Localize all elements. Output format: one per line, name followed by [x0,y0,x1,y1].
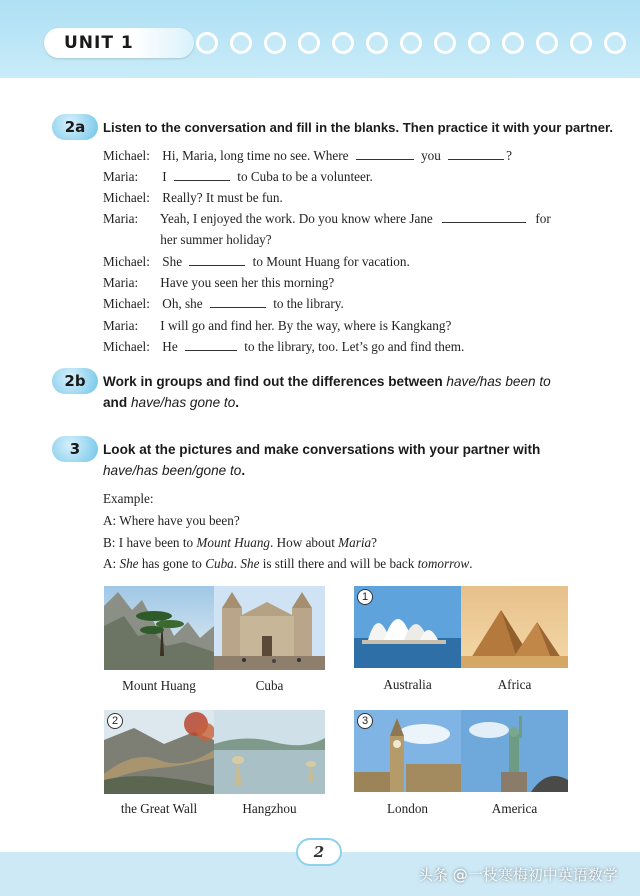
speaker: Maria: [103,169,139,184]
answer-blank[interactable] [189,254,245,266]
caption: Mount Huang [122,678,196,693]
caption: Cuba [255,678,284,693]
instruction-text: . [235,395,240,410]
answer-blank[interactable] [356,148,414,160]
example-italic: Cuba [205,556,234,571]
ring-icon [264,32,286,54]
speaker: Maria: [103,318,139,333]
example-text: is still there and will be back [259,556,418,571]
africa-photo [461,586,568,668]
caption: Hangzhou [242,801,297,816]
speaker: Maria: [103,275,139,290]
ring-icon [502,32,524,54]
speaker: Michael: [103,339,150,354]
dialogue-line [103,318,451,334]
ring-icon [196,32,218,54]
mount-huang-photo [104,586,214,670]
example-text: ? [371,535,377,550]
example-italic: tomorrow [417,556,470,571]
answer-blank[interactable] [185,339,237,351]
speaker: Michael: [103,254,150,269]
instruction-italic: have/has been to [446,374,551,389]
example-text: . How about [270,535,339,550]
unit-title: UNIT 1 [64,33,134,53]
caption: Africa [497,677,532,692]
line-text: to Mount Huang for vacation. [252,254,410,269]
instruction-text: . [241,463,246,478]
section-badge-3: 3 [52,436,98,462]
example-line-a1: A: Where have you been? [103,513,240,528]
instruction-italic: have/has been/gone to [103,463,242,478]
caption: America [491,801,538,816]
line-text: to the library. [273,296,344,311]
line-text: her summer holiday? [160,232,272,247]
decorative-rings [192,30,640,56]
ring-icon [332,32,354,54]
speaker: Michael: [103,296,150,311]
picture-number: 2 [107,713,123,729]
example-italic: Maria [338,535,372,550]
instruction-2a: Listen to the conversation and fill in the blanks. Then practice it with your partner. [103,120,614,135]
dialogue-line [103,148,512,164]
speaker: Michael: [103,148,150,163]
instruction-text: and [103,395,131,410]
dialogue-line [103,339,464,355]
cuba-photo [214,586,325,670]
answer-blank[interactable] [442,211,526,223]
ring-icon [298,32,320,54]
page-number: 2 [296,838,342,866]
ring-icon [400,32,422,54]
instruction-italic: have/has gone to [130,395,236,410]
line-text: Really? It must be fun. [162,190,283,205]
caption: London [386,801,429,816]
ring-icon [434,32,456,54]
ring-icon [230,32,252,54]
speaker: Michael: [103,190,150,205]
picture-number: 3 [357,713,373,729]
example-line-b [103,535,377,551]
instruction-text: Look at the pictures and make conversations with your partner with [103,442,541,457]
ring-icon [536,32,558,54]
example-label: Example: [103,491,154,506]
line-text: I will go and find her. By the way, where is Kangkang? [160,318,452,333]
section-badge-2a: 2a [52,114,98,140]
line-text: Have you seen her this morning? [160,275,335,290]
picture-number: 1 [357,589,373,605]
line-text: ? [506,148,512,163]
dialogue-line [103,254,410,270]
dialogue-line [103,190,283,206]
example-line-a2 [103,556,472,572]
dialogue-line [103,275,334,291]
line-text: Hi, Maria, long time no see. Where [162,148,349,163]
example-text: has gone to [138,556,206,571]
example-italic: She [119,556,139,571]
ring-icon [468,32,490,54]
answer-blank[interactable] [210,296,266,308]
instruction-3 [103,439,603,481]
line-text: for [535,211,551,226]
line-text: He [162,339,178,354]
america-photo [461,710,568,792]
line-text: you [421,148,441,163]
ring-icon [570,32,592,54]
answer-blank[interactable] [174,169,230,181]
example-text: A: [103,556,120,571]
dialogue-line [103,232,272,248]
watermark: 头条 @一枝寒梅初中英语数学 [418,866,618,884]
unit-label-pill [44,28,194,58]
speaker: Maria: [103,211,139,226]
line-text: I [162,169,167,184]
example-text: . [233,556,241,571]
dialogue-line [103,211,551,227]
line-text: to Cuba to be a volunteer. [237,169,373,184]
ring-icon [604,32,626,54]
ring-icon [366,32,388,54]
instruction-text: Work in groups and find out the differences between [103,374,447,389]
line-text: Oh, she [162,296,203,311]
instruction-2b [103,371,603,413]
caption: the Great Wall [120,801,198,816]
answer-blank[interactable] [448,148,504,160]
example-italic: Mount Huang [196,535,271,550]
dialogue-line [103,169,373,185]
example-text: . [469,556,473,571]
header-band [0,0,640,78]
example-italic: She [240,556,260,571]
hangzhou-photo [214,710,325,794]
line-text: to the library, too. Let’s go and find them. [244,339,465,354]
line-text: Yeah, I enjoyed the work. Do you know where Jane [159,211,433,226]
caption: Australia [383,677,432,692]
dialogue-line [103,296,344,312]
line-text: She [162,254,183,269]
example-text: B: I have been to [103,535,197,550]
section-badge-2b: 2b [52,368,98,394]
